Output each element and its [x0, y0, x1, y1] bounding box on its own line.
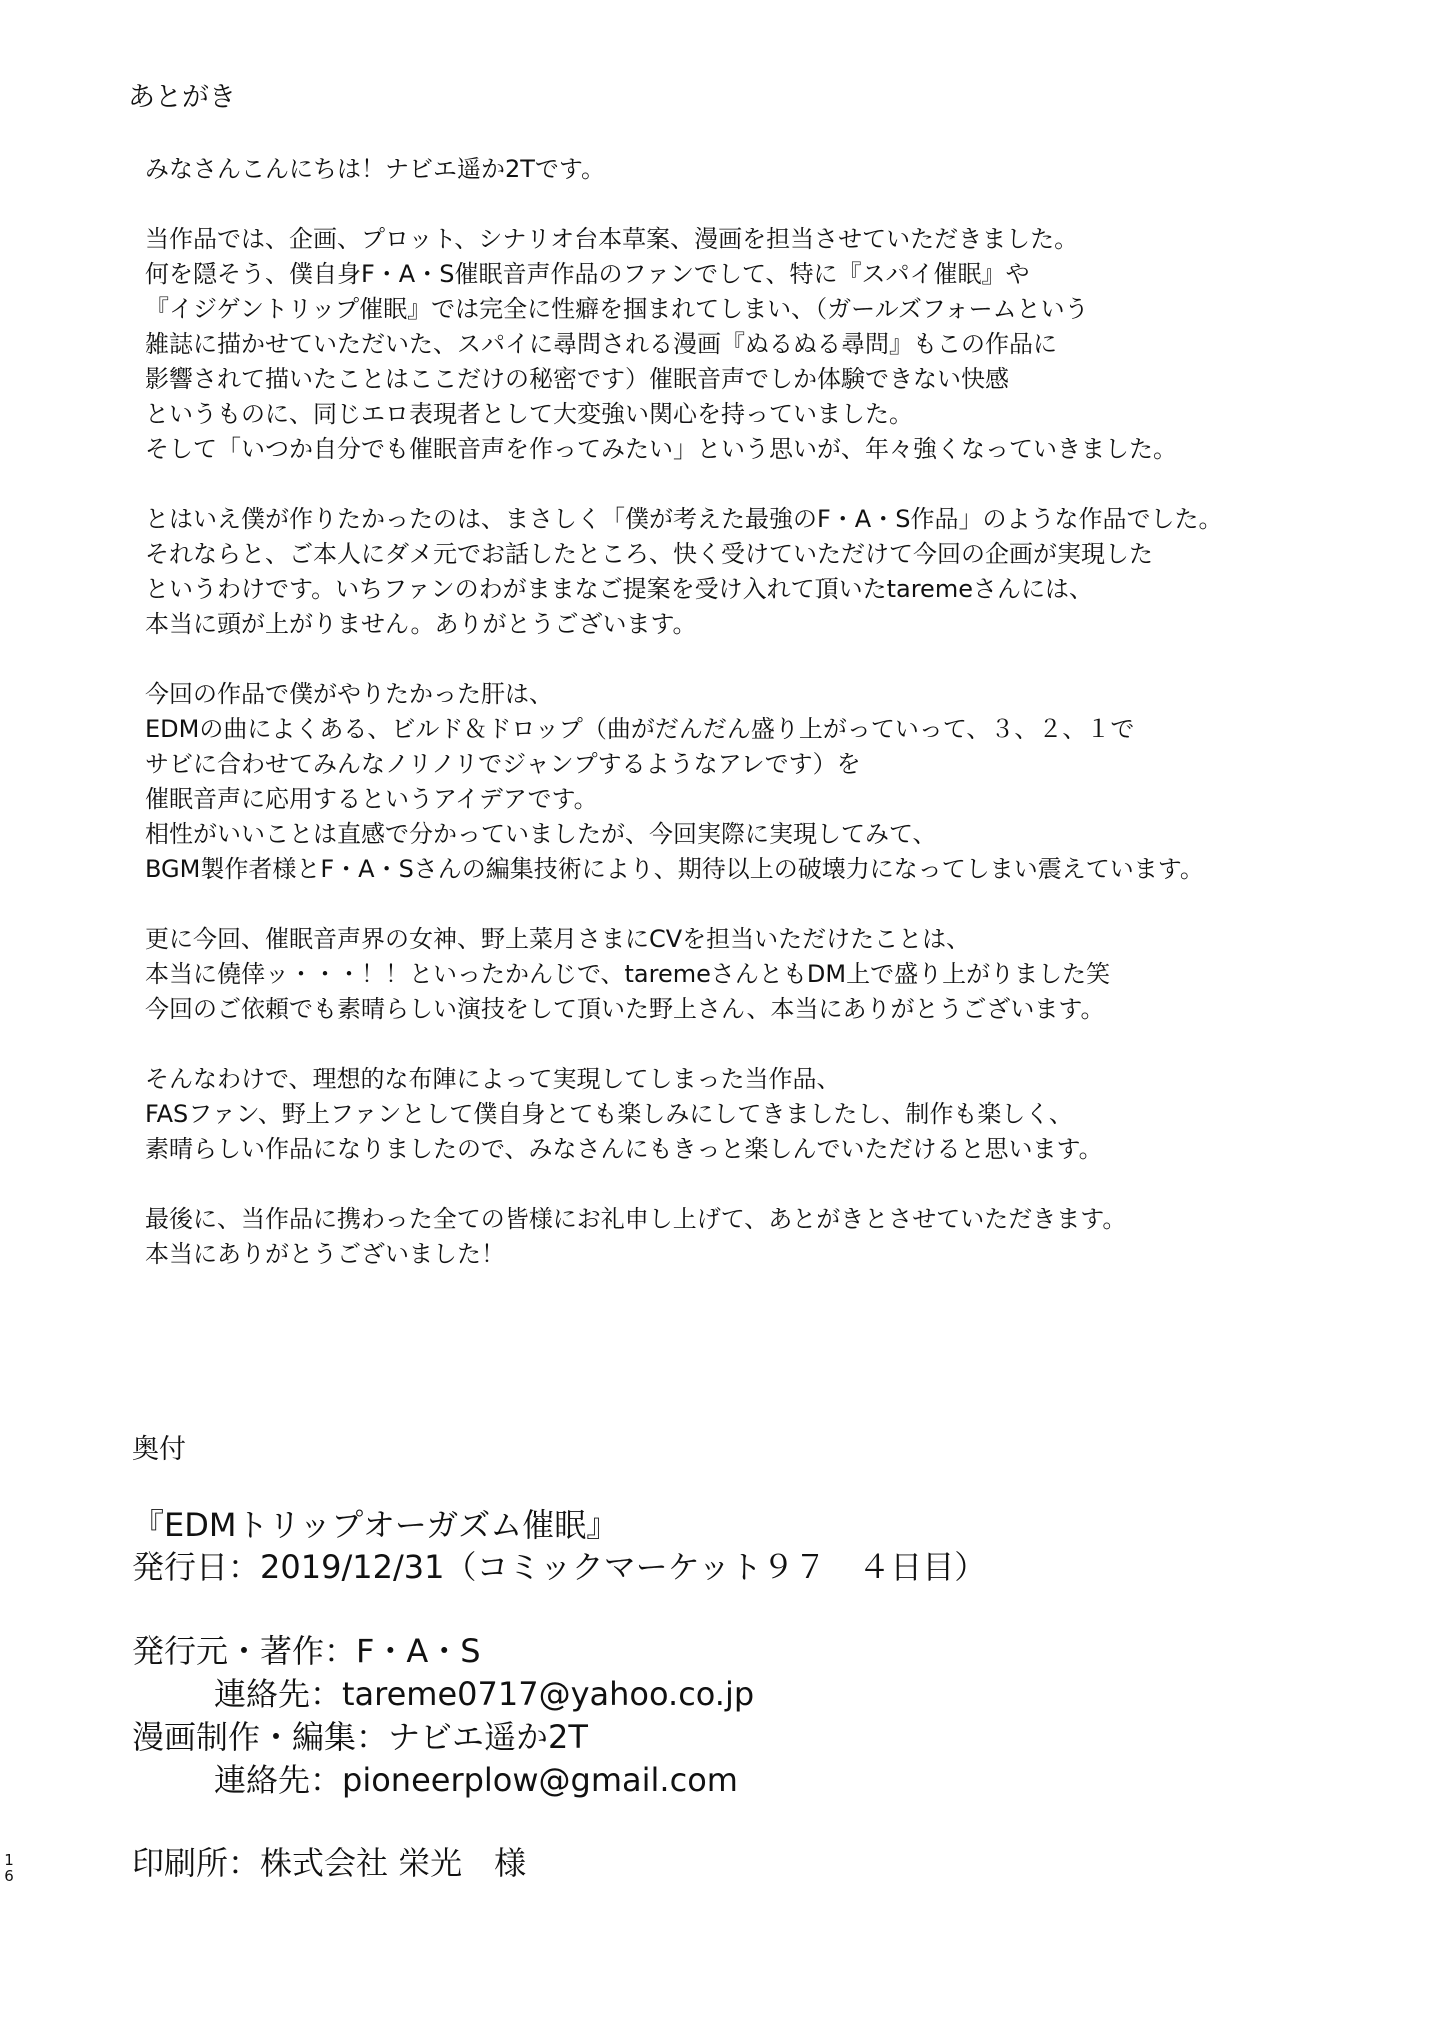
- text-line: 素晴らしい作品になりましたので、みなさんにもきっと楽しんでいただけると思います。: [145, 1135, 1103, 1163]
- afterword-body: [145, 152, 1222, 1307]
- paragraph: [145, 922, 1222, 1027]
- text-line: 相性がいいことは直感で分かっていましたが、今回実際に実現してみて、: [145, 820, 937, 848]
- page-number-digit: 1: [4, 1851, 14, 1869]
- paragraph: [145, 1202, 1222, 1272]
- text-line: 雑誌に描かせていただいた、スパイに尋問される漫画『ぬるぬる尋問』もこの作品に: [145, 330, 1057, 358]
- colophon-heading: 奥付: [132, 1434, 186, 1465]
- text-line: EDMの曲によくある、ビルド＆ドロップ（曲がだんだん盛り上がっていって、３、２、１で: [145, 715, 1135, 743]
- text-line: 催眠音声に応用するというアイデアです。: [145, 785, 598, 813]
- text-line: 最後に、当作品に携わった全ての皆様にお礼申し上げて、あとがきとさせていただきます。: [145, 1205, 1127, 1233]
- text-line: みなさんこんにちは！ナビエ遥か2Tです。: [145, 155, 606, 183]
- colophon-manga-credit: 漫画制作・編集：ナビエ遥か2T: [132, 1718, 588, 1756]
- colophon-printer: 印刷所：株式会社 栄光 様: [132, 1844, 527, 1882]
- text-line: そんなわけで、理想的な布陣によって実現してしまった当作品、: [145, 1065, 841, 1093]
- text-line: 本当に僥倖ッ・・・！！といったかんじで、taremeさんともDM上で盛り上がりました笑: [145, 960, 1111, 988]
- text-line: 本当にありがとうございました！: [145, 1240, 505, 1268]
- text-line: 本当に頭が上がりません。ありがとうございます。: [145, 610, 697, 638]
- colophon-release-date: 発行日：2019/12/31（コミックマーケット９７ ４日目）: [132, 1548, 987, 1586]
- paragraph: [145, 677, 1222, 887]
- text-line: 影響されて描いたことはここだけの秘密です）催眠音声でしか体験できない快感: [145, 365, 1009, 393]
- text-line: とはいえ僕が作りたかったのは、まさしく「僕が考えた最強のF・A・S作品」のような作品でした。: [145, 505, 1223, 533]
- page-number: [2, 1852, 16, 1884]
- colophon-manga-contact: 連絡先：pioneerplow@gmail.com: [214, 1761, 738, 1799]
- text-line: というわけです。いちファンのわがままなご提案を受け入れて頂いたtaremeさんには、: [145, 575, 1093, 603]
- text-line: 更に今回、催眠音声界の女神、野上菜月さまにCVを担当いただけたことは、: [145, 925, 971, 953]
- text-line: 当作品では、企画、プロット、シナリオ台本草案、漫画を担当させていただきました。: [145, 225, 1079, 253]
- text-line: サビに合わせてみんなノリノリでジャンプするようなアレです）を: [145, 750, 861, 778]
- paragraph: [145, 502, 1222, 642]
- paragraph: [145, 222, 1222, 467]
- paragraph: [145, 1062, 1222, 1167]
- text-line: 『イジゲントリップ催眠』では完全に性癖を掴まれてしまい、（ガールズフォームという: [145, 295, 1089, 323]
- text-line: FASファン、野上ファンとして僕自身とても楽しみにしてきましたし、制作も楽しく、: [145, 1100, 1073, 1128]
- text-line: BGM製作者様とF・A・Sさんの編集技術により、期待以上の破壊力になってしまい震えています。: [145, 855, 1204, 883]
- colophon-publisher-contact: 連絡先：tareme0717@yahoo.co.jp: [214, 1675, 755, 1713]
- text-line: 今回の作品で僕がやりたかった肝は、: [145, 680, 553, 708]
- colophon-publisher: 発行元・著作：F・A・S: [132, 1632, 481, 1670]
- paragraph: [145, 152, 1222, 187]
- text-line: というものに、同じエロ表現者として大変強い関心を持っていました。: [145, 400, 913, 428]
- colophon-title: 『EDMトリップオーガズム催眠』: [132, 1506, 619, 1544]
- text-line: 何を隠そう、僕自身F・A・S催眠音声作品のファンでして、特に『スパイ催眠』や: [145, 260, 1030, 288]
- text-line: 今回のご依頼でも素晴らしい演技をして頂いた野上さん、本当にありがとうございます。: [145, 995, 1105, 1023]
- afterword-heading: あとがき: [128, 82, 236, 113]
- text-line: それならと、ご本人にダメ元でお話したところ、快く受けていただけて今回の企画が実現した: [145, 540, 1153, 568]
- page-number-digit: 6: [4, 1867, 14, 1885]
- text-line: そして「いつか自分でも催眠音声を作ってみたい」という思いが、年々強くなっていきました。: [145, 435, 1177, 463]
